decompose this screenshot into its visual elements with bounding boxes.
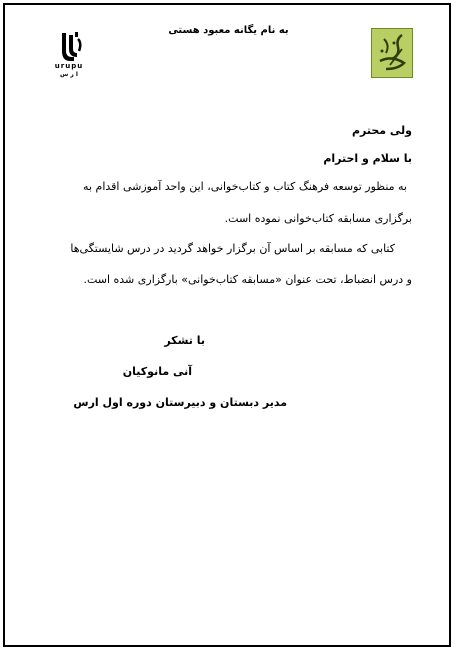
emblem-logo [371, 28, 413, 78]
paragraph2-line2: و درس انضباط، تحت عنوان «مسابقه کتاب‌خوانی» بارگزاری شده است. [83, 273, 412, 286]
signer-name: آنی مانوکیان [122, 365, 192, 378]
paragraph2-line1: کتابی که مسابقه بر اساس آن برگزار خواهد گردید در درس شایستگی‌ها [70, 242, 395, 255]
emblem-logo-icon [372, 29, 412, 77]
signer-title: مدیر دبستان و دبیرستان دوره اول ارس [73, 396, 287, 409]
paragraph1-line2: برگزاری مسابقه کتاب‌خوانی نموده است. [224, 212, 412, 225]
school-logo-text: urupu [54, 62, 84, 70]
page-border [3, 3, 451, 647]
page-header-title: به نام یگانه معبود هستی [168, 25, 289, 36]
school-logo-icon [52, 29, 86, 63]
school-logo-subtext: ا ر س [60, 71, 78, 78]
school-logo [52, 29, 86, 81]
paragraph1-line1: به منظور توسعه فرهنگ کتاب و کتاب‌خوانی، این واحد آموزشی اقدام به [83, 180, 407, 193]
salutation: ولی محترم [351, 124, 412, 137]
closing: با تشکر [164, 334, 205, 347]
greeting: با سلام و احترام [323, 152, 412, 165]
